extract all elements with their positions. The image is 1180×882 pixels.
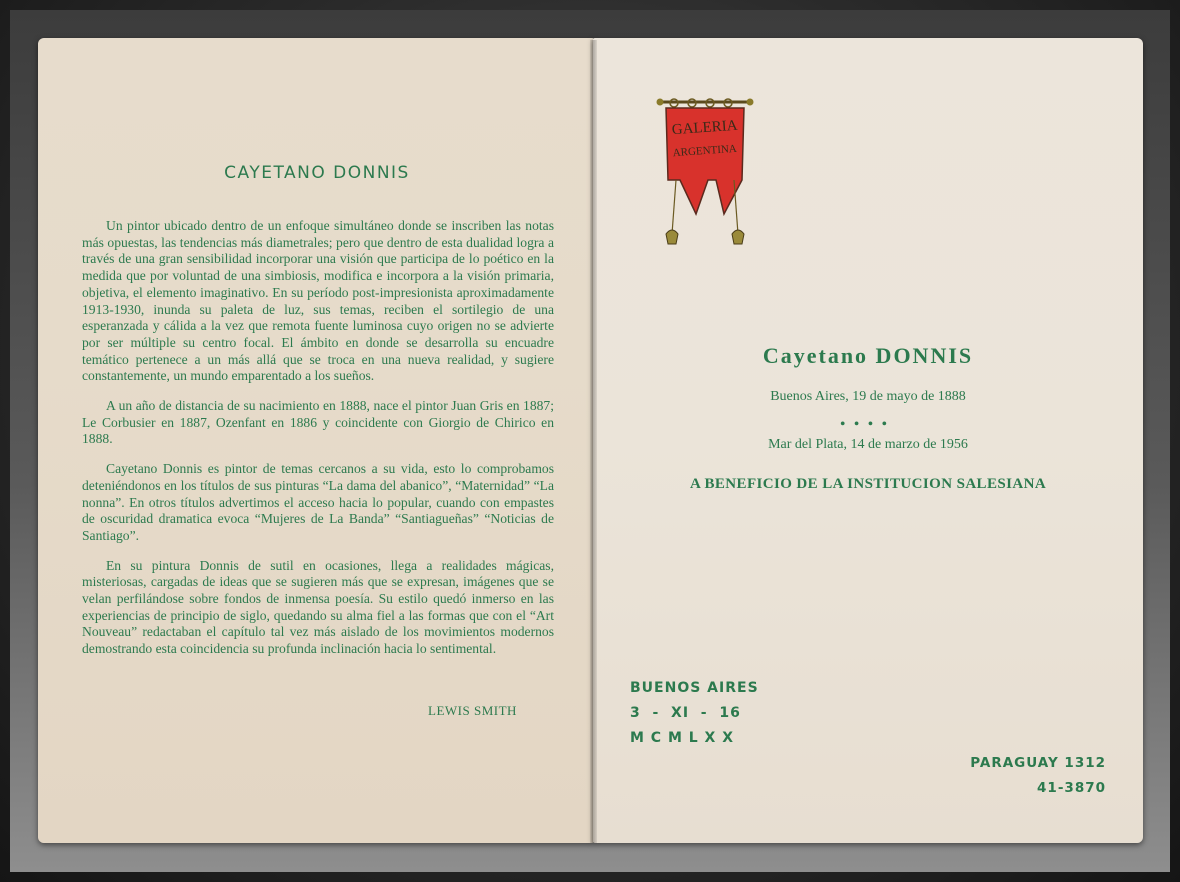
exhibition-date: 3 - XI - 16 <box>630 705 741 721</box>
death-info: Mar del Plata, 14 de marzo de 1956 <box>768 437 968 452</box>
street-address: PARAGUAY 1312 <box>970 755 1106 771</box>
year-roman: M C M L X X <box>630 730 735 746</box>
banner-logo-svg <box>656 94 756 254</box>
address-block <box>970 751 1106 801</box>
essay-text <box>82 218 554 671</box>
city-label: BUENOS AIRES <box>630 680 759 696</box>
artist-name: Cayetano DONNIS <box>762 343 974 368</box>
essay-paragraph-4: En su pintura Donnis de sutil en ocasiones, llega a realidades mágicas, misteriosas, cargadas de ideas que se sugieren más que se expresan, imágenes que se velan perfilándose sobre fondos de inmensa poesía. Su estilo quedó inmerso en las experiencias de principio de siglo, quedando su alma fiel a las formas que con el “Art Nouveau” redactaban el capítulo tal vez más aislado de los movimientos modernos demostrando esta coincidencia su profunda inclinación hacia lo sentimental. <box>82 557 554 657</box>
author-signature: LEWIS SMITH <box>428 703 517 718</box>
birth-info: Buenos Aires, 19 de mayo de 1888 <box>770 389 966 404</box>
phone-number: 41-3870 <box>1037 780 1106 796</box>
essay-paragraph-1: Un pintor ubicado dentro de un enfoque simultáneo donde se inscriben las notas más opuestas, las tendencias más diametrales; pero que dentro de esta dualidad logra a través de una gran sensibilidad incorporar una visión que participa de lo poético en la medida que por voluntad de una simbiosis, modifica e incorpora a la visión primaria, objetiva, el elemento imaginativo. En su período post-impresionista aproximadamente 1913-1930, inunda su paleta de luz, sus temas, reciben el sortilegio de una esperanzada y cálida a la vez que remota fuente luminosa cuyo origen no se advierte por ser múltiple su centro focal. El ámbito en donde se desarrolla su encuadre temático pertenece a un más allá que se troca en una nueva realidad, y sugiere constantemente, un mundo emparentado a los sueños. <box>82 218 554 384</box>
essay-paragraph-2: A un año de distancia de su nacimiento en 1888, nace el pintor Juan Gris en 1887; Le Corbusier en 1887, Ozenfant en 1886 y coincidente con Giorgio de Chirico en 1888. <box>82 398 554 447</box>
svg-text:GALERIA: GALERIA <box>671 117 739 139</box>
left-page-title: CAYETANO DONNIS <box>224 163 410 183</box>
svg-text:ARGENTINA: ARGENTINA <box>672 142 738 160</box>
benefit-line: A BENEFICIO DE LA INSTITUCION SALESIANA <box>689 476 1047 492</box>
exhibition-date-block <box>630 676 759 751</box>
essay-paragraph-3: Cayetano Donnis es pintor de temas cercanos a su vida, esto lo comprobamos deteniéndonos en los títulos de sus pinturas “La dama del abanico”, “Maternidad” “La nonna”. En otros títulos advertimos el acceso hacia lo popular, cuando con empastes de oscuridad dramatica evoca “Mujeres de La Banda” “Santiagueñas” “Noticias de Santiago”. <box>82 461 554 543</box>
galeria-argentina-logo <box>656 94 756 254</box>
separator-dots: •••• <box>840 417 896 432</box>
